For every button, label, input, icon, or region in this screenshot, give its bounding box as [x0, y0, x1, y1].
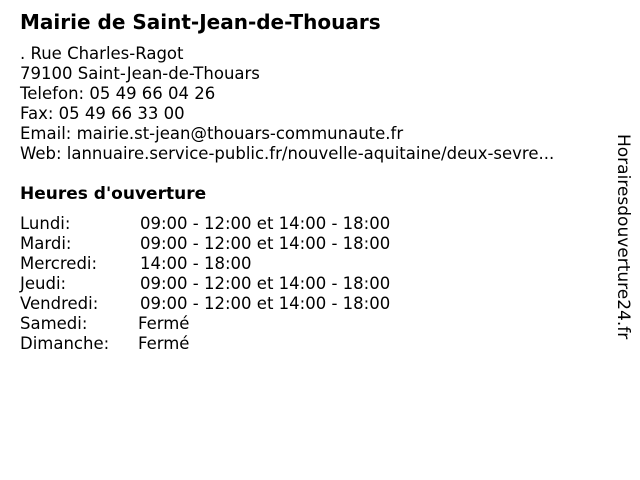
phone-line: Telefon: 05 49 66 04 26	[20, 84, 216, 103]
contact-block	[20, 44, 554, 164]
day-label: Samedi:	[20, 314, 88, 333]
day-label: Mercredi:	[20, 254, 98, 273]
fax-line: Fax: 05 49 66 33 00	[20, 104, 185, 123]
day-label: Mardi:	[20, 234, 72, 253]
time-value: Fermé	[138, 314, 190, 333]
address-street: . Rue Charles-Ragot	[20, 44, 184, 63]
day-label: Vendredi:	[20, 294, 99, 313]
time-value: 14:00 - 18:00	[140, 254, 252, 273]
time-value: Fermé	[138, 334, 190, 353]
time-value: 09:00 - 12:00 et 14:00 - 18:00	[140, 214, 391, 233]
address-city: 79100 Saint-Jean-de-Thouars	[20, 64, 260, 83]
time-value: 09:00 - 12:00 et 14:00 - 18:00	[140, 274, 391, 293]
web-line: Web: lannuaire.service-public.fr/nouvelle-aquitaine/deux-sevre...	[20, 144, 555, 163]
time-value: 09:00 - 12:00 et 14:00 - 18:00	[140, 234, 391, 253]
time-value: 09:00 - 12:00 et 14:00 - 18:00	[140, 294, 391, 313]
day-label: Jeudi:	[20, 274, 67, 293]
day-label: Lundi:	[20, 214, 71, 233]
day-label: Dimanche:	[20, 334, 110, 353]
hours-heading: Heures d'ouverture	[20, 184, 207, 204]
site-watermark: Horairesdouverture24.fr	[613, 134, 633, 340]
page-title: Mairie de Saint-Jean-de-Thouars	[20, 10, 381, 34]
email-line: Email: mairie.st-jean@thouars-communaute.fr	[20, 124, 404, 143]
